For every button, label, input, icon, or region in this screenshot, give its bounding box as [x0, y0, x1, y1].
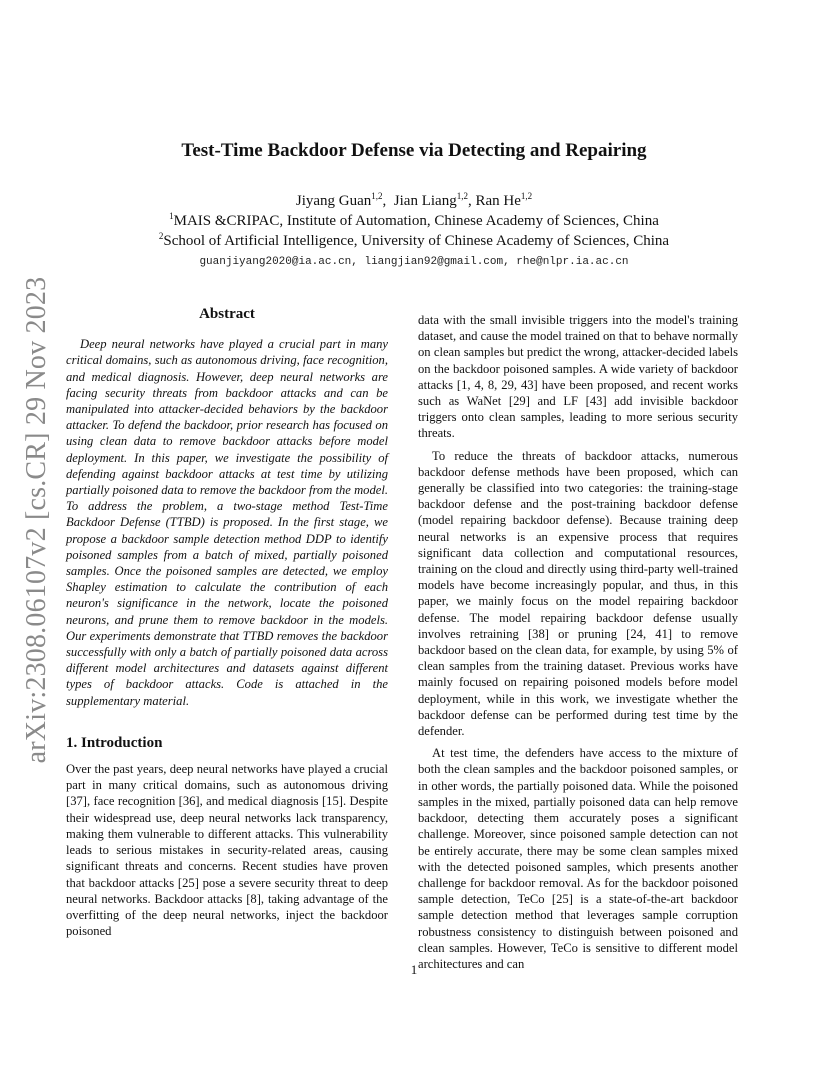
affiliation-text: MAIS &CRIPAC, Institute of Automation, Chinese Academy of Sciences, China: [173, 213, 659, 229]
page-number: 1: [410, 962, 418, 977]
abstract-text: Deep neural networks have played a crucial part in many critical domains, such as autonomous driving, face recognition, and medical diagnosis. However, deep neural networks are facing security threats from backdoor attacks and can be manipulated into attacker-decided behaviors by the backdoor attacker. To defend the backdoor, prior research has focused on using clean data to remove backdoor attacks before model deployment. In this paper, we investigate the possibility of defending against backdoor attacks at test time by utilizing partially poisoned data to remove the backdoor from the model. To address the problem, a two-stage method Test-Time Backdoor Defense (TTBD) is proposed. In the first stage, we propose a backdoor sample detection method DDP to identify poisoned samples from a batch of mixed, partially poisoned samples. Once the poisoned samples are detected, we employ Shapley estimation to calculate the contribution of each neuron's significance in the network, locate the poisoned neurons, and prune them to remove backdoor in the models. Our experiments demonstrate that TTBD removes the backdoor successfully with only a batch of partially poisoned data across different model architectures and datasets against different types of backdoor attacks. Code is attached in the supplementary material.: [66, 337, 388, 708]
author-name: Jiyang Guan: [295, 193, 372, 209]
intro-paragraph-2: To reduce the threats of backdoor attacks, numerous backdoor defense methods have been proposed, which can generally be classified into two categories: the training-stage backdoor defense and the post-training backdoor defense (model repairing backdoor defense). Because training deep neural networks is an expensive process that requires significant data collection and computational resources, training on the cloud and directly using third-party well-trained models have become increasingly popular, and thus, in this paper, we mainly focus on the model repairing backdoor defense. The model repairing backdoor defense usually involves retraining [38] or pruning [24, 41] to remove backdoor based on the clean data, for example, by using 5% of clean samples from the training dataset. Previous works have mainly focused on repairing poisoned models before model deployment, while in this work, we investigate whether the backdoor defense can be performed during test time by the defender.: [418, 448, 738, 739]
arxiv-identifier-text: arXiv:2308.06107v2 [cs.CR] 29 Nov 2023: [21, 276, 52, 764]
arxiv-identifier: [21, 276, 52, 764]
author-name: Jian Liang: [393, 193, 457, 209]
affiliation-sup: 2: [158, 231, 164, 241]
abstract-heading: Abstract: [199, 306, 255, 322]
affiliation-sup: 1: [169, 211, 174, 221]
affiliation-2: [0, 233, 828, 250]
author-affil-sup: 1,2: [520, 191, 533, 201]
intro-paragraph-1: Over the past years, deep neural networks have played a crucial part in many critical domains, such as autonomous driving [37], face recognition [36], and medical diagnosis [15]. Despite their widespread use, deep neural networks lack transparency, making them vulnerable to different attacks. This vulnerability leads to serious mistakes in security-related areas, causing significant threats and concerns. Recent studies have proven that backdoor attacks [25] pose a severe security threat to deep neural networks. Backdoor attacks [8], taking advantage of the overfitting of the deep neural networks, inject the backdoor poisoned: [66, 762, 388, 939]
author-affil-sup: 1,2: [456, 191, 468, 201]
affiliation-1: [0, 213, 828, 230]
right-column: [418, 312, 738, 972]
author-affil-sup: 1,2: [371, 191, 383, 201]
author-name: Ran He: [475, 193, 521, 209]
introduction-heading: 1. Introduction: [66, 734, 163, 751]
author-list: Jiyang Guan$^{1,2}$, Jian Liang$^{1,2}$, Ran He$^{1,2}$: [295, 191, 533, 209]
intro-paragraph-3: At test time, the defenders have access to the mixture of both the clean samples and the backdoor poisoned samples, or in other words, the partially poisoned data. While the poisoned samples in the mixed, partially poisoned data can help remove backdoor, detecting them accurately poses a significant challenge. Moreover, since poisoned sample detection can not be entirely accurate, there may be some clean samples mixed with the detected poisoned samples, which presents another challenge for backdoor removal. As for the backdoor poisoned sample detection, TeCo [25] is a state-of-the-art backdoor sample detection method that leverages sample corruption robustness consistency to distinguish between poisoned and clean samples. However, TeCo is sensitive to different model architectures and can: [418, 746, 738, 971]
affiliation-text: School of Artificial Intelligence, University of Chinese Academy of Sciences, China: [163, 233, 670, 249]
left-column: [66, 306, 388, 939]
author-emails: guanjiyang2020@ia.ac.cn, liangjian92@gmail.com, rhe@nlpr.ia.ac.cn: [199, 256, 629, 268]
paper-title: Test-Time Backdoor Defense via Detecting and Repairing: [181, 140, 647, 161]
intro-paragraph-1-continued: data with the small invisible triggers into the model's training dataset, and cause the model trained on that to behave normally on clean samples but predict the wrong, attacker-decided labels on the backdoor poisoned samples. A wide variety of backdoor attacks [1, 4, 8, 29, 43] have been proposed, and recent works such as WaNet [29] and LF [43] add invisible backdoor triggers onto clean samples, leading to more serious security threats.: [418, 313, 738, 441]
